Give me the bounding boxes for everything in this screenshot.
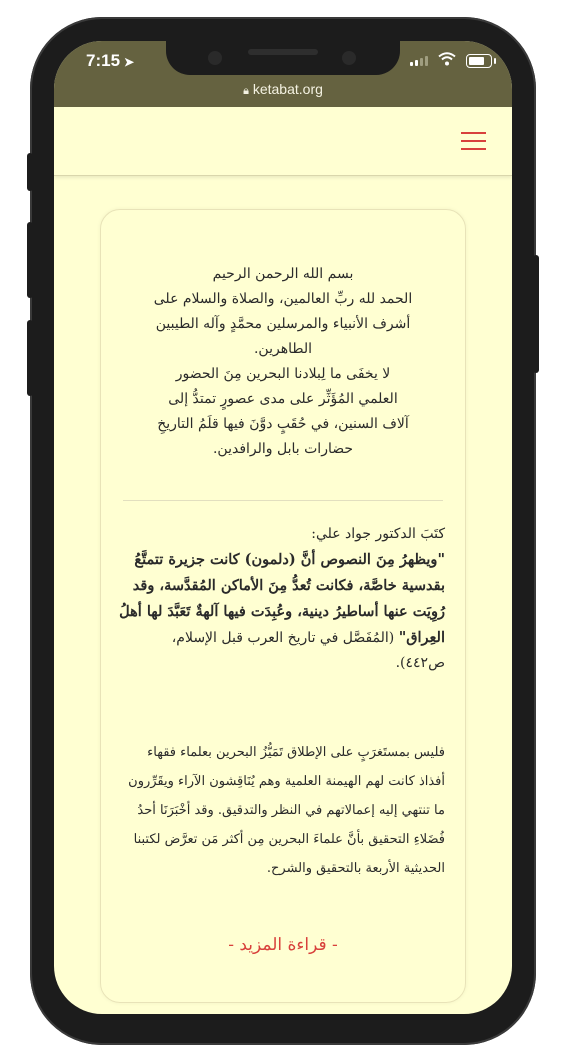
lock-icon: 🔒︎ — [243, 85, 249, 97]
quote-text: "ويظهرُ مِنَ النصوص أنَّ (دلمون) كانت جزيرة تتمتَّعُ بقدسية خاصَّة، فكانت تُعدُّ مِنَ الأماكن المُقدَّسة، وقد رُوِيَت عنها أساطيرُ دينية، وعُبِدَت فيها آلهةٌ تَعَبَّدَ لها أهلُ العِراق" — [119, 551, 445, 646]
cellular-signal-icon — [410, 56, 428, 66]
status-time — [86, 51, 134, 71]
quote-source: (المُفَصَّل في تاريخ العرب قبل الإسلام، ص٤٤٢). — [171, 630, 445, 671]
address-bar[interactable] — [54, 81, 512, 98]
body-paragraph: فليس بمستَغرَبٍ على الإطلاق تَمَيُّزُ البحرين بعلماء فقهاء أفذاذ كانت لهم الهيمنة العلمية وهم يُنَاقِشون الآراء ويقَرِّرون ما تنتهي إليه إعمالاتهم في النظر والتدقيق. وقد أخْبَرَنَا أحدُ فُضَلاءِ التحقيق بأنَّ علماءَ البحرين مِن أكثر مَن تعرَّض لكتبنا الحديثية الأربعة بالتحقيق والشرح. — [128, 745, 445, 876]
location-arrow-icon: ➤ — [124, 55, 135, 69]
front-camera — [208, 51, 222, 65]
divider — [123, 500, 443, 501]
status-bar — [54, 41, 512, 107]
phone-volume-down — [27, 320, 33, 396]
phone-volume-up — [27, 222, 33, 298]
screen — [54, 41, 512, 1014]
article-card — [100, 209, 466, 1003]
intro-line: الحمد لله ربِّ العالمين، والصلاة والسلام على — [153, 291, 413, 307]
intro-line: أشرف الأنبياء والمرسلين محمَّدٍ وآله الطيبين — [155, 316, 411, 332]
intro-line: آلاف السنين، في حُقَبٍ دوَّنَ فيها قلَمُ التاريخِ — [157, 416, 409, 432]
notch — [166, 41, 400, 75]
speaker-grille — [248, 49, 318, 55]
intro-text — [121, 262, 445, 462]
intro-line: لا يخفَى ما لِبلادنا البحرين مِنَ الحضور — [175, 366, 391, 382]
read-more-link[interactable]: - قراءة المزيد - — [228, 935, 338, 955]
wifi-icon — [438, 52, 456, 66]
intro-line: بسم الله الرحمن الرحيم — [212, 266, 354, 282]
intro-line: العلمي المُؤَثِّر على مدى عصورٍ تمتدُّ إلى — [168, 391, 398, 407]
intro-line: حضارات بابل والرافدين. — [212, 441, 354, 457]
intro-line: الطاهرين. — [253, 341, 313, 357]
time-text: 7:15 — [86, 51, 121, 70]
quote-block — [119, 522, 445, 676]
hamburger-menu-icon[interactable] — [461, 132, 486, 150]
face-sensor — [342, 51, 356, 65]
battery-icon — [466, 54, 492, 68]
site-header — [54, 107, 512, 176]
quote-author: كتَبَ الدكتور جواد علي: — [311, 526, 445, 542]
phone-side-button — [27, 153, 33, 191]
phone-power-button — [533, 255, 539, 373]
url-text: ketabat.org — [252, 81, 323, 97]
